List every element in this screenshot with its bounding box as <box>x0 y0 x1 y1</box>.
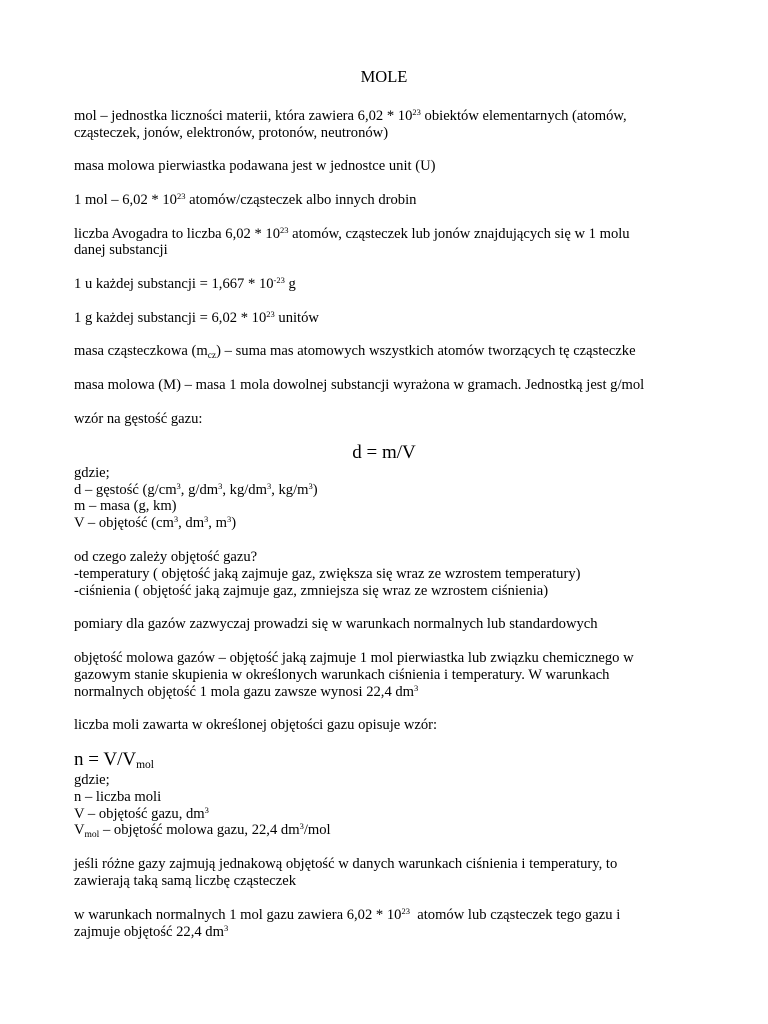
moles-formula: $n = V/V_{mol}$ <box>74 749 154 771</box>
mol-definition-line-2: cząsteczek, jonów, elektronów, protonów, neutronów) <box>74 125 389 141</box>
molar-volume-legend: $V_{mol}$ – objętość molowa gazu, 22,4 $dm^3$/mol <box>74 821 331 840</box>
one-mol-text: 1 mol – $6,02 * 10^{23}$ atomów/cząsteczek albo innych drobin <box>74 191 417 208</box>
page-title: MOLE <box>360 67 408 86</box>
gas-volume-question: od czego zależy objętość gazu? <box>74 549 258 565</box>
gas-density-heading: wzór na gęstość gazu: <box>74 411 203 427</box>
density-legend: d – gęstość ($g/cm^3$, $g/dm^3$, $kg/dm^3$, $kg/m^3$) <box>74 481 318 498</box>
avogadro-line-2: danej substancji <box>74 242 168 258</box>
volume-legend: V – objętość ($cm^3$, $dm^3$, $m^3$) <box>74 514 237 531</box>
normal-conditions-line-2: zajmuje objętość 22,4 $dm^3$ <box>74 923 229 940</box>
molar-mass-unit-text: masa molowa pierwiastka podawana jest w jednostce unit (U) <box>74 158 436 174</box>
moles-legend: n – liczba moli <box>74 789 162 805</box>
moles-formula-intro: liczba moli zawarta w określonej objętości gazu opisuje wzór: <box>74 717 438 733</box>
molar-volume-line-1: objętość molowa gazów – objętość jaką zajmuje 1 mol pierwiastka lub związku chemicznego w <box>74 650 634 666</box>
molecular-mass-text: masa cząsteczkowa $(m_{cz})$ – suma mas atomowych wszystkich atomów tworzących tę cząsteczke <box>74 343 636 361</box>
mass-legend: m – masa (g, km) <box>74 498 177 514</box>
normal-conditions-line-1: w warunkach normalnych 1 mol gazu zawiera $6,02 * 10^{23}$ atomów lub cząsteczek tego gazu i <box>74 906 621 923</box>
molar-mass-definition: masa molowa (M) – masa 1 mola dowolnej substancji wyrażona w gramach. Jednostką jest g/mol <box>74 377 645 393</box>
molar-volume-line-3: normalnych objętość 1 mola gazu zawsze wynosi 22,4 $dm^3$ <box>74 683 419 700</box>
temperature-factor: -temperatury ( objętość jaką zajmuje gaz, zwiększa się wraz ze wzrostem temperatury) <box>74 566 581 582</box>
where-label-2: gdzie; <box>74 772 110 788</box>
unit-to-gram-text: 1 u każdej substancji = $1,667 * 10^{-23}$ g <box>74 275 296 292</box>
avogadro-law-line-2: zawierają taką samą liczbę cząsteczek <box>74 873 296 889</box>
avogadro-line-1: liczba Avogadra to liczba $6,02 * 10^{23}$ atomów, cząsteczek lub jonów znajdujących się w 1 molu <box>74 225 630 242</box>
measurement-conditions-text: pomiary dla gazów zazwyczaj prowadzi się w warunkach normalnych lub standardowych <box>74 616 598 632</box>
gas-volume-legend: V – objętość gazu, $dm^3$ <box>74 805 209 822</box>
gram-to-unit-text: 1 g każdej substancji = $6,02 * 10^{23}$ unitów <box>74 309 319 326</box>
density-formula: d = m/V <box>352 442 416 463</box>
where-label-1: gdzie; <box>74 465 110 481</box>
molar-volume-line-2: gazowym stanie skupienia w określonych warunkach ciśnienia i temperatury. W warunkach <box>74 667 610 683</box>
mol-definition-line-1: mol – jednostka liczności materii, która zawiera $6,02 * 10^{23}$ obiektów elementarnych (atomów, <box>74 107 627 124</box>
avogadro-law-line-1: jeśli różne gazy zajmują jednakową objętość w danych warunkach ciśnienia i temperatury, to <box>74 856 618 872</box>
pressure-factor: -ciśnienia ( objętość jaką zajmuje gaz, zmniejsza się wraz ze wzrostem ciśnienia) <box>74 583 549 599</box>
